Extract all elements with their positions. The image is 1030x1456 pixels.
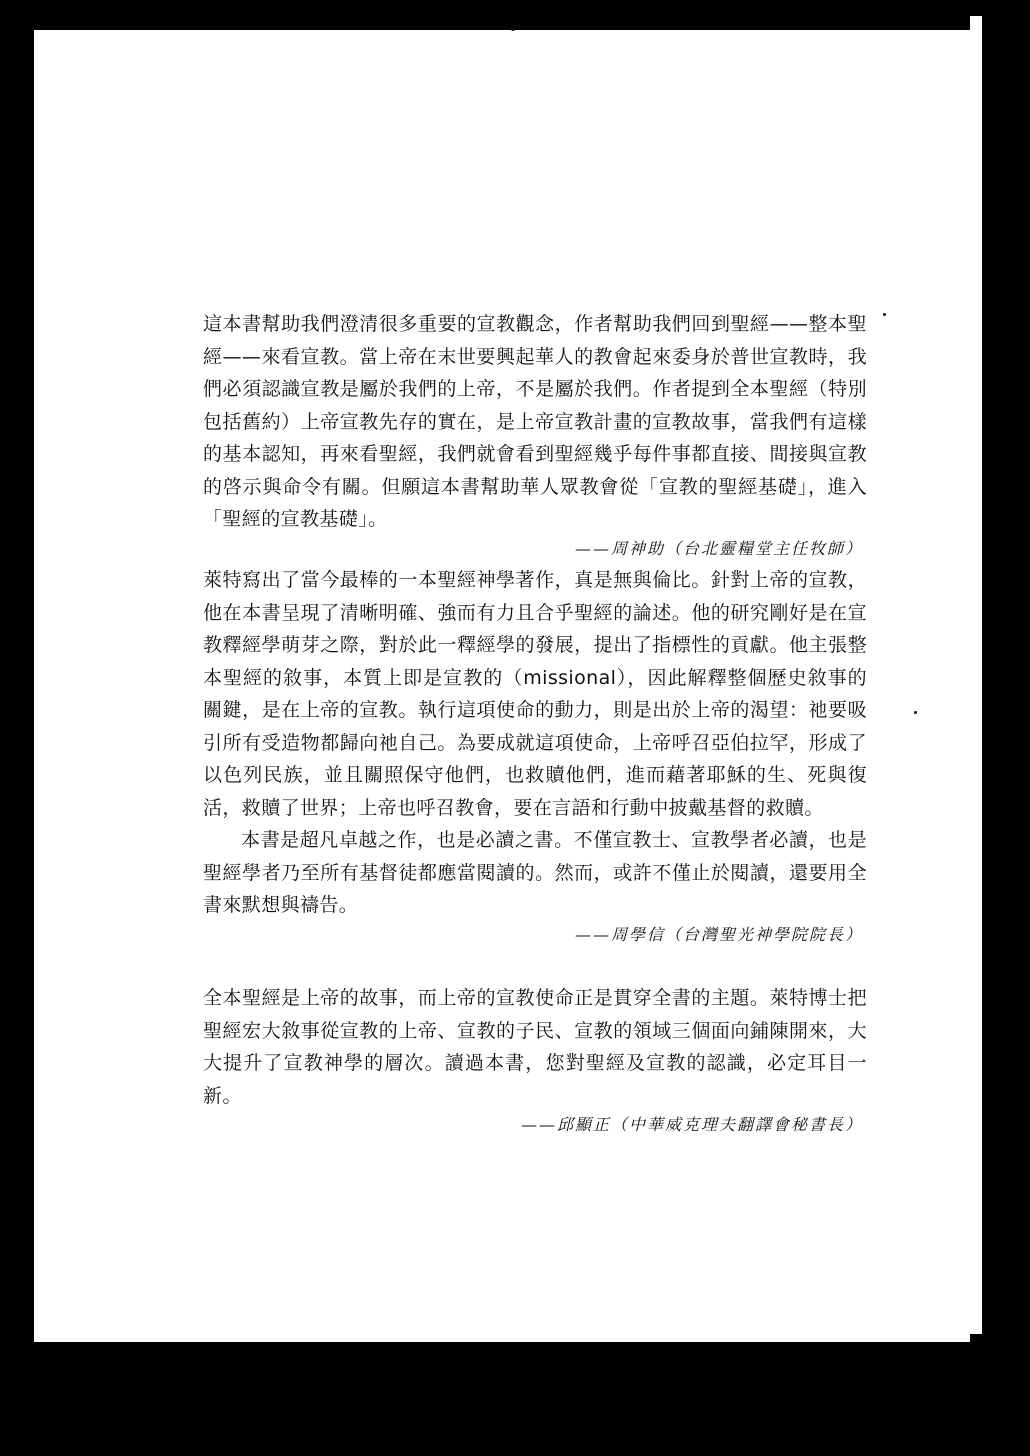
scan-speck [914, 711, 917, 714]
endorsement-attribution: ——周神助（台北靈糧堂主任牧師） [574, 538, 863, 558]
endorsement-2 [203, 564, 867, 948]
endorsement-attribution: ——邱顯正（中華威克理夫翻譯會秘書長） [520, 1115, 863, 1134]
page-edge [970, 16, 982, 1334]
endorsement-paragraph: 這本書幫助我們澄清很多重要的宣教觀念，作者幫助我們回到聖經——整本聖經——來看宣教。當上帝在末世要興起華人的教會起來委身於普世宣教時，我們必須認識宣教是屬於我們的上帝，不是屬於我們。作者提到全本聖經（特別包括舊約）上帝宣教先存的實在，是上帝宣教計畫的宣教故事，當我們有這樣的基本認知，再來看聖經，我們就會看到聖經幾乎每件事都直接、間接與宣教的啓示與命令有關。但願這本書幫助華人眾教會從「宣教的聖經基礎」，進入「聖經的宣教基礎」。 [203, 313, 867, 530]
endorsement-paragraph: 全本聖經是上帝的故事，而上帝的宣教使命正是貫穿全書的主題。萊特博士把聖經宏大敘事從宣教的上帝、宣教的子民、宣教的領域三個面向鋪陳開來，大大提升了宣教神學的層次。讀過本書，您對聖經及宣教的認識，必定耳目一新。 [203, 987, 867, 1107]
scan-speck [511, 27, 515, 31]
endorsement-attribution: ——周學信（台灣聖光神學院院長） [574, 924, 863, 944]
endorsement-paragraph: 萊特寫出了當今最棒的一本聖經神學著作，真是無與倫比。針對上帝的宣教，他在本書呈現了清晰明確、強而有力且合乎聖經的論述。他的研究剛好是在宣教釋經學萌芽之際，對於此一釋經學的發展，提出了指標性的貢獻。他主張整本聖經的敘事，本質上即是宣教的（missional），因此解釋整個歷史敘事的關鍵，是在上帝的宣教。執行這項使命的動力，則是出於上帝的渴望：祂要吸引所有受造物都歸向祂自己。為要成就這項使命，上帝呼召亞伯拉罕，形成了以色列民族，並且關照保守他們，也救贖他們，進而藉著耶穌的生、死與復活，救贖了世界；上帝也呼召教會，要在言語和行動中披戴基督的救贖。 [203, 569, 867, 819]
endorsement-1 [203, 308, 867, 562]
endorsement-3 [203, 982, 867, 1138]
endorsement-paragraph: 本書是超凡卓越之作，也是必讀之書。不僅宣教士、宣教學者必讀，也是聖經學者乃至所有基督徒都應當閱讀的。然而，或許不僅止於閱讀，還要用全書來默想與禱告。 [203, 829, 867, 916]
scan-speck [883, 313, 886, 316]
